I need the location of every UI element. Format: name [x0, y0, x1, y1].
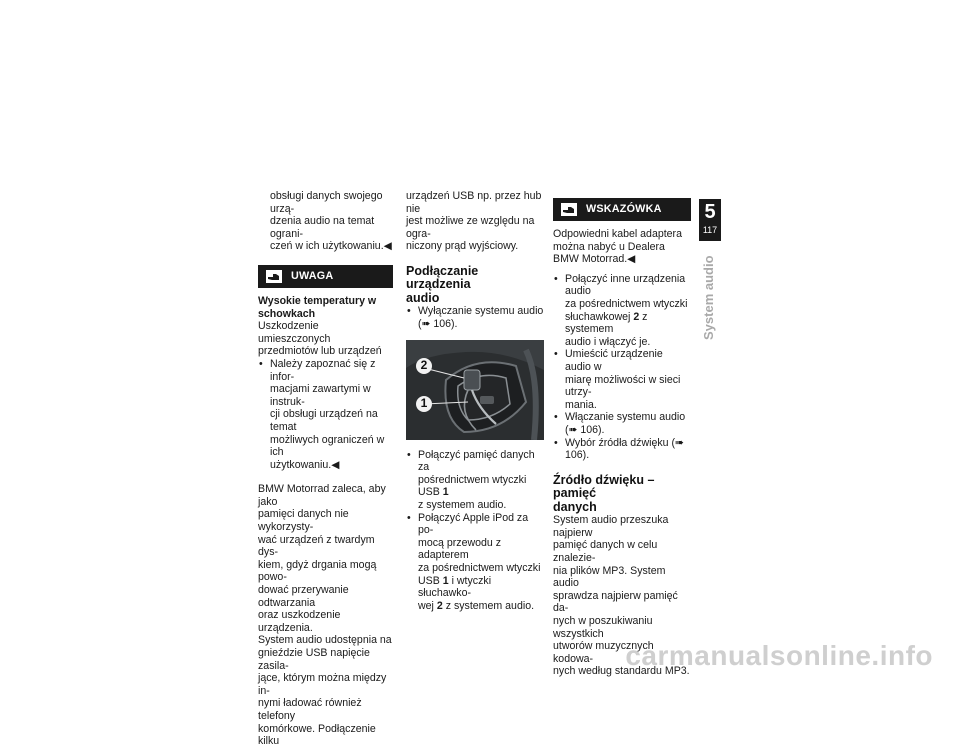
figure-label-2: 2	[416, 358, 432, 374]
intro-text: urządzeń USB np. przez hub nie jest możliwe ze względu na ogra- niczony prąd wyjściowy.	[406, 190, 542, 253]
note-hand-icon	[561, 203, 577, 216]
chapter-tab	[699, 199, 721, 241]
note-label: WSKAZÓWKA	[586, 203, 662, 216]
column-left: obsługi danych swojego urzą- dzenia audio na temat ograni- czeń w ich użytkowaniu.◀ UWAGA Wysokie temperatury w schowkach Uszkodzenie umieszczonych przedmiotów lub urządzeń • Należy zapoznać się z infor- macjami zawartymi w instruk- cji obsługi urządzeń na temat możliwych ograniczeń w ich użytkowaniu.◀ BMW Motorrad zaleca, aby jako pamięci danych nie wykorzysty- wać urządzeń z twardym dys- kiem, gdyż drgania mogą powo- dować przerywanie odtwarzania oraz uszkodzenie urządzenia. System audio udostępnia na gnieździe USB napięcie zasila- jące, którym można między in- nymi ładować również telefony komórkowe. Podłączenie kilku	[258, 190, 393, 748]
section-title-vertical: System audio	[701, 255, 716, 340]
column-right: WSKAZÓWKA Odpowiedni kabel adaptera można nabyć u Dealera BMW Motorrad.◀ • Połączyć inne urządzenia audio za pośrednictwem wtyczki słuchawkowej 2 z systemem audio i włączyć je. • Umieścić urządzenie audio w miarę możliwości w sieci utrzy- mania. • Włączanie systemu audio (➠ 106). • Wybór źródła dźwięku (➠ 106). Źródło dźwięku – pamięć danych System audio przeszuka najpierw pamięć danych w celu znalezie- nia plików MP3. System audio sprawdza najpierw pamięć da- nych w poszukiwaniu wszystkich utworów muzycznych kodowa- nych według standardu MP3.	[553, 190, 691, 678]
note-callout	[553, 198, 691, 221]
list-item: • Wyłączanie systemu audio (➠ 106).	[406, 305, 544, 330]
warning-bullets	[258, 358, 393, 471]
body-paragraph: System audio przeszuka najpierw pamięć danych w celu znalezie- nia plików MP3. System audio sprawdza najpierw pamięć da- nych w poszukiwaniu wszystkich utworów muzycznych kodowa- nych według standardu MP3.	[553, 514, 690, 678]
list-item: • Wybór źródła dźwięku (➠ 106).	[553, 437, 691, 462]
section-heading: Podłączanie urządzenia audio	[406, 263, 479, 305]
warning-hand-icon	[266, 270, 282, 283]
watermark: carmanualsonline.info	[625, 640, 933, 671]
page-number: 117	[702, 225, 718, 235]
list-item: • Umieścić urządzenie audio w miarę możliwości w sieci utrzy- mania.	[553, 348, 691, 411]
warning-title: Wysokie temperatury w	[258, 294, 377, 307]
warning-callout	[258, 265, 393, 288]
section-heading: Źródło dźwięku – pamięć danych	[553, 472, 655, 514]
intro-text: obsługi danych swojego urzą- dzenia audio na temat ograni- czeń w ich użytkowaniu.◀	[270, 190, 392, 253]
chapter-number: 5	[704, 201, 716, 223]
column-middle	[406, 190, 544, 612]
usb-port-photo	[406, 340, 544, 440]
list-item: • Połączyć inne urządzenia audio za pośrednictwem wtyczki słuchawkowej 2 z systemem audio i włączyć je.	[553, 273, 691, 349]
warning-label: UWAGA	[291, 270, 334, 283]
list-item: • Włączanie systemu audio (➠ 106).	[553, 411, 691, 436]
list-item: • Połączyć pamięć danych za pośrednictwem wtyczki USB 1 z systemem audio.	[406, 449, 544, 512]
body-paragraph: BMW Motorrad zaleca, aby jako pamięci danych nie wykorzysty- wać urządzeń z twardym dys- kiem, gdyż drgania mogą powo- dować przerywanie odtwarzania oraz uszkodzenie urządzenia. System audio udostępnia na gnieździe USB napięcie zasila- jące, którym można między in- nymi ładować również telefony komórkowe. Podłączenie kilku	[258, 483, 392, 748]
list-item: • Połączyć Apple iPod za po- mocą przewodu z adapterem za pośrednictwem wtyczki USB 1 i wtyczki słuchawko- wej 2 z systemem audio.	[406, 512, 544, 613]
figure-label-1: 1	[416, 396, 432, 412]
list-item: • Należy zapoznać się z infor- macjami zawartymi w instruk- cji obsługi urządzeń na temat możliwych ograniczeń w ich użytkowaniu.◀	[258, 358, 393, 471]
